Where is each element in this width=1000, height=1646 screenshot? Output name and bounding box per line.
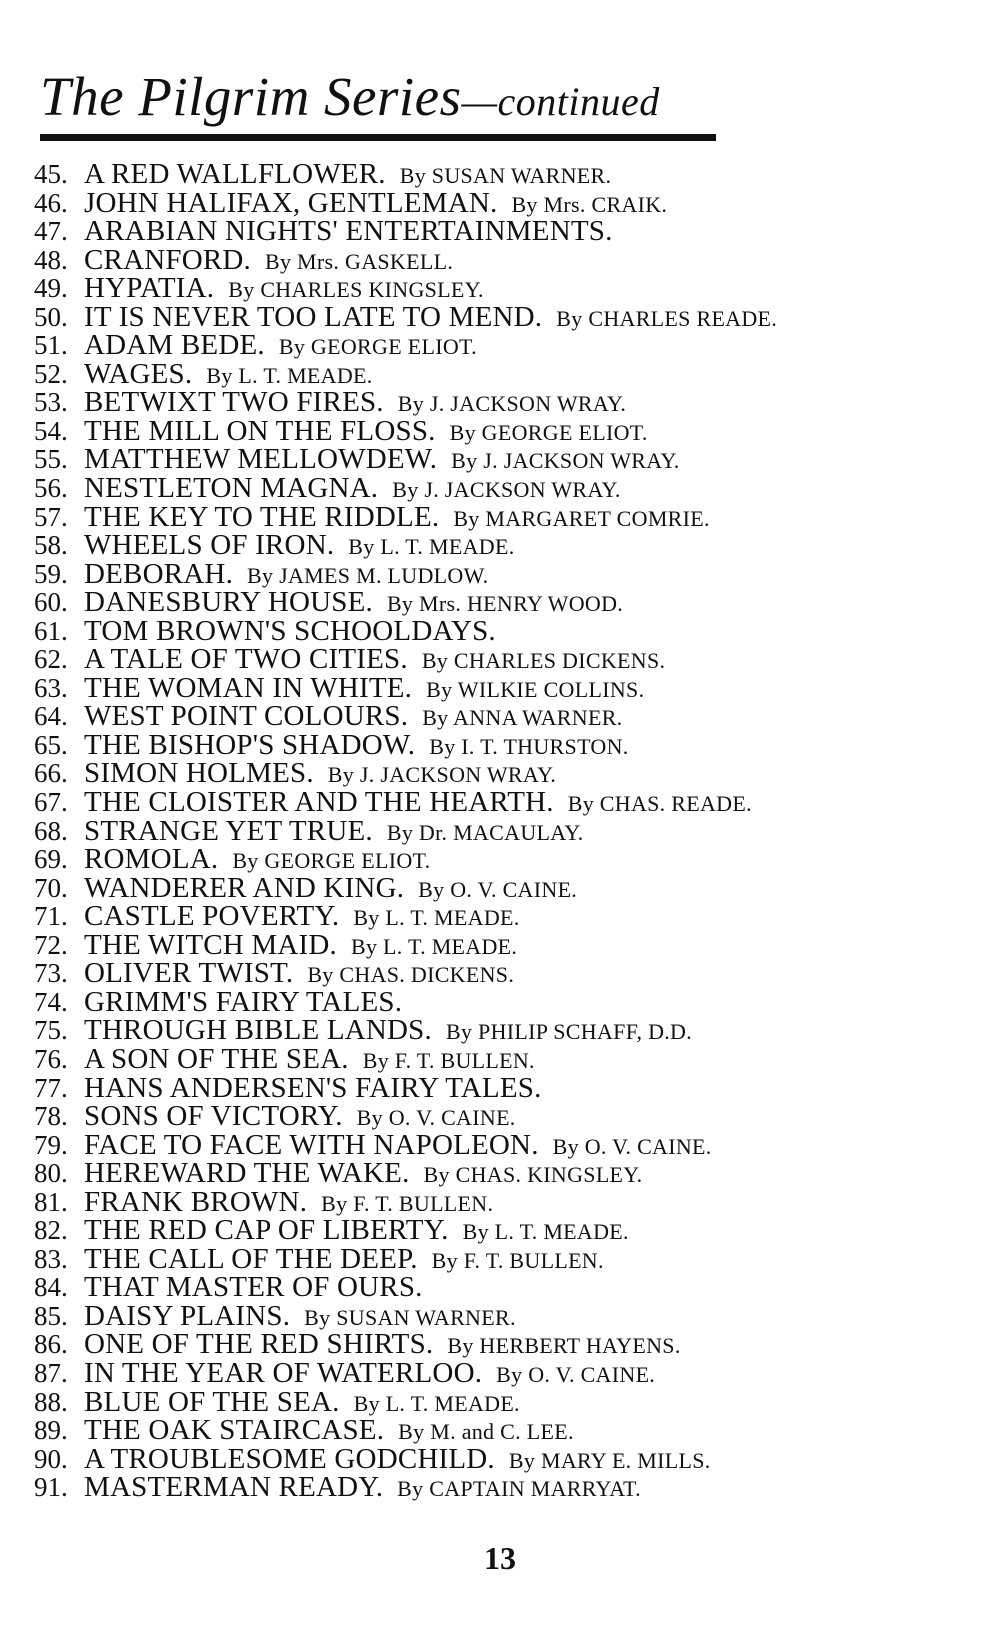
entry-number: 85.: [34, 1300, 68, 1331]
list-item: [34, 1473, 994, 1502]
entry-number: 89.: [34, 1415, 68, 1446]
entry-number: 70.: [34, 872, 68, 903]
book-author: By MARY E. MILLS.: [508, 1447, 711, 1473]
list-item: [34, 814, 994, 847]
book-title: DAISY PLAINS.: [84, 1299, 291, 1332]
list-item: [34, 186, 994, 219]
book-title: NESTLETON MAGNA.: [84, 472, 379, 505]
entry-number: 77.: [34, 1072, 68, 1103]
book-title: BLUE OF THE SEA.: [84, 1385, 340, 1418]
book-title: THE WOMAN IN WHITE.: [84, 671, 413, 704]
list-item: [34, 959, 994, 988]
list-item: [34, 1299, 994, 1332]
entry-number: 84.: [34, 1272, 68, 1303]
entry-number: 74.: [34, 986, 68, 1017]
book-author: By L. T. MEADE.: [462, 1219, 629, 1245]
page-number: 13: [484, 1540, 516, 1576]
book-author: By I. T. THURSTON.: [429, 733, 629, 759]
entry-number: 86.: [34, 1329, 68, 1360]
list-item: [34, 474, 994, 503]
book-title: THE KEY TO THE RIDDLE.: [84, 500, 440, 533]
entry-number: 47.: [34, 216, 68, 247]
list-item: [34, 1242, 994, 1275]
book-title: FACE TO FACE WITH NAPOLEON.: [84, 1128, 539, 1161]
list-item: [34, 702, 994, 731]
entry-number: 51.: [34, 330, 68, 361]
list-item: [34, 414, 994, 447]
list-item: [34, 1416, 994, 1445]
book-title: WANDERER AND KING.: [84, 871, 405, 904]
list-item: [34, 871, 994, 904]
book-author: By CAPTAIN MARRYAT.: [397, 1476, 641, 1502]
list-item: [34, 1128, 994, 1161]
entry-number: 91.: [34, 1472, 68, 1503]
book-title: DANESBURY HOUSE.: [84, 586, 373, 619]
book-author: By CHARLES KINGSLEY.: [228, 277, 484, 303]
book-author: By O. V. CAINE.: [552, 1133, 712, 1159]
list-item: [34, 1273, 994, 1302]
list-item: [34, 1071, 994, 1104]
book-author: By L. T. MEADE.: [348, 534, 515, 560]
list-item: [34, 1185, 994, 1218]
book-author: By J. JACKSON WRAY.: [392, 477, 621, 503]
book-title: HYPATIA.: [84, 272, 215, 305]
entry-number: 87.: [34, 1357, 68, 1388]
list-item: [34, 985, 994, 1018]
book-author: By ANNA WARNER.: [422, 705, 623, 731]
book-title: THE CLOISTER AND THE HEARTH.: [84, 786, 554, 819]
book-author: By Dr. MACAULAY.: [386, 819, 584, 845]
list-item: [34, 902, 994, 931]
list-item: [34, 1016, 994, 1045]
book-title: SIMON HOLMES.: [84, 757, 314, 790]
list-item: [34, 217, 994, 246]
book-title: ONE OF THE RED SHIRTS.: [84, 1328, 434, 1361]
book-author: By O. V. CAINE.: [496, 1361, 656, 1387]
book-title: THE RED CAP OF LIBERTY.: [84, 1214, 449, 1247]
book-title: THROUGH BIBLE LANDS.: [84, 1014, 432, 1047]
entry-number: 60.: [34, 587, 68, 618]
entry-number: 49.: [34, 273, 68, 304]
book-author: By MARGARET COMRIE.: [453, 505, 710, 531]
entry-number: 56.: [34, 473, 68, 504]
book-author: By Mrs. CRAIK.: [511, 191, 668, 217]
entry-number: 72.: [34, 929, 68, 960]
list-item: [34, 845, 994, 874]
book-title: ROMOLA.: [84, 843, 219, 876]
list-item: [34, 1330, 994, 1359]
book-title: FRANK BROWN.: [84, 1185, 308, 1218]
entry-number: 62.: [34, 644, 68, 675]
list-item: [34, 1042, 994, 1075]
list-item: [34, 445, 994, 474]
book-author: By O. V. CAINE.: [418, 876, 578, 902]
book-title: WHEELS OF IRON.: [84, 529, 335, 562]
list-item: [34, 1159, 994, 1188]
book-author: By PHILIP SCHAFF, D.D.: [445, 1019, 693, 1045]
entry-number: 52.: [34, 358, 68, 389]
book-title: HANS ANDERSEN'S FAIRY TALES.: [84, 1071, 542, 1104]
list-item: [34, 300, 994, 333]
book-author: By CHARLES READE.: [556, 305, 778, 331]
list-item: [34, 759, 994, 788]
book-title: A TROUBLESOME GODCHILD.: [84, 1442, 495, 1475]
book-title: THE MILL ON THE FLOSS.: [84, 414, 436, 447]
list-item: [34, 160, 994, 189]
book-author: By SUSAN WARNER.: [399, 163, 612, 188]
entry-number: 82.: [34, 1215, 68, 1246]
entry-number: 69.: [34, 844, 68, 875]
entry-number: 68.: [34, 815, 68, 846]
entry-number: 81.: [34, 1186, 68, 1217]
entry-number: 54.: [34, 415, 68, 446]
list-item: [34, 557, 994, 590]
list-item: [34, 243, 994, 276]
book-title: THE CALL OF THE DEEP.: [84, 1242, 418, 1275]
list-item: [34, 388, 994, 417]
list-item: [34, 614, 994, 647]
book-title: ARABIAN NIGHTS' ENTERTAINMENTS.: [84, 215, 613, 248]
entry-number: 58.: [34, 530, 68, 561]
entry-number: 57.: [34, 501, 68, 532]
list-item: [34, 671, 994, 704]
book-author: By CHAS. DICKENS.: [307, 962, 515, 988]
book-title: IN THE YEAR OF WATERLOO.: [84, 1356, 483, 1389]
entry-number: 75.: [34, 1015, 68, 1046]
book-author: By GEORGE ELIOT.: [278, 334, 477, 360]
book-title: IT IS NEVER TOO LATE TO MEND.: [84, 300, 543, 333]
list-item: [34, 531, 994, 560]
list-item: [34, 1102, 994, 1131]
book-author: By CHARLES DICKENS.: [421, 648, 666, 674]
list-item: [34, 728, 994, 761]
list-item: [34, 588, 994, 617]
title-rule: [40, 134, 716, 141]
book-author: By SUSAN WARNER.: [304, 1304, 516, 1330]
book-title: JOHN HALIFAX, GENTLEMAN.: [84, 186, 498, 219]
entry-number: 50.: [34, 301, 68, 332]
book-list: [34, 160, 994, 1502]
entry-number: 83.: [34, 1243, 68, 1274]
book-title: WEST POINT COLOURS.: [84, 700, 409, 733]
book-title: SONS OF VICTORY.: [84, 1100, 343, 1133]
book-author: By J. JACKSON WRAY.: [397, 391, 627, 417]
list-item: [34, 1385, 994, 1418]
list-item: [34, 645, 994, 674]
entry-number: 63.: [34, 672, 68, 703]
list-item: [34, 357, 994, 390]
entry-number: 78.: [34, 1101, 68, 1132]
entry-number: 65.: [34, 729, 68, 760]
entry-number: 71.: [34, 901, 68, 932]
book-title: STRANGE YET TRUE.: [84, 814, 373, 847]
book-author: By L. T. MEADE.: [206, 362, 373, 388]
list-item: [34, 1442, 994, 1475]
book-author: By CHAS. KINGSLEY.: [423, 1162, 643, 1188]
book-title: THE WITCH MAID.: [84, 928, 337, 961]
book-title: THE BISHOP'S SHADOW.: [84, 728, 416, 761]
entry-number: 67.: [34, 787, 68, 818]
book-author: By Mrs. GASKELL.: [264, 248, 454, 274]
book-author: By HERBERT HAYENS.: [447, 1333, 681, 1359]
list-item: [34, 331, 994, 360]
book-title: MATTHEW MELLOWDEW.: [84, 443, 438, 476]
entry-number: 88.: [34, 1386, 68, 1417]
list-item: [34, 788, 994, 817]
entry-number: 53.: [34, 387, 68, 418]
list-item: [34, 1216, 994, 1245]
book-title: WAGES.: [84, 357, 193, 390]
book-author: By Mrs. HENRY WOOD.: [386, 591, 624, 617]
book-author: By GEORGE ELIOT.: [232, 848, 431, 874]
book-title: THAT MASTER OF OURS.: [84, 1271, 423, 1304]
book-author: By L. T. MEADE.: [353, 1390, 520, 1416]
entry-number: 46.: [34, 187, 68, 218]
list-item: [34, 274, 994, 303]
book-author: By GEORGE ELIOT.: [449, 419, 648, 445]
entry-number: 48.: [34, 244, 68, 275]
book-title: A SON OF THE SEA.: [84, 1042, 349, 1075]
book-title: DEBORAH.: [84, 557, 234, 590]
book-title: TOM BROWN'S SCHOOLDAYS.: [84, 614, 496, 647]
series-title: The Pilgrim Series: [40, 66, 462, 127]
book-author: By L. T. MEADE.: [350, 933, 518, 959]
series-subtitle: —continued: [461, 79, 660, 124]
book-author: By M. and C. LEE.: [398, 1419, 574, 1445]
book-author: By F. T. BULLEN.: [321, 1190, 494, 1216]
list-item: [34, 1356, 994, 1389]
list-item: [34, 928, 994, 961]
entry-number: 80.: [34, 1158, 68, 1189]
entry-number: 45.: [34, 159, 68, 189]
book-title: CASTLE POVERTY.: [84, 900, 340, 933]
entry-number: 59.: [34, 558, 68, 589]
book-author: By CHAS. READE.: [567, 791, 752, 817]
book-title: MASTERMAN READY.: [84, 1471, 384, 1504]
entry-number: 76.: [34, 1043, 68, 1074]
book-author: By O. V. CAINE.: [356, 1105, 516, 1131]
book-title: HEREWARD THE WAKE.: [84, 1157, 410, 1190]
book-title: A RED WALLFLOWER.: [84, 158, 386, 190]
book-title: OLIVER TWIST.: [84, 957, 294, 990]
entry-number: 55.: [34, 444, 68, 475]
book-author: By F. T. BULLEN.: [431, 1247, 604, 1273]
book-author: By J. JACKSON WRAY.: [327, 762, 557, 788]
book-author: By L. T. MEADE.: [353, 905, 520, 931]
book-author: By F. T. BULLEN.: [362, 1047, 535, 1073]
entry-number: 90.: [34, 1443, 68, 1474]
book-title: ADAM BEDE.: [84, 329, 265, 362]
book-author: By WILKIE COLLINS.: [426, 676, 645, 702]
list-item: [34, 500, 994, 533]
entry-number: 64.: [34, 701, 68, 732]
page-title: [40, 62, 660, 137]
entry-number: 66.: [34, 758, 68, 789]
book-title: GRIMM'S FAIRY TALES.: [84, 985, 403, 1018]
book-title: THE OAK STAIRCASE.: [84, 1414, 385, 1447]
entry-number: 61.: [34, 615, 68, 646]
entry-number: 79.: [34, 1129, 68, 1160]
book-title: A TALE OF TWO CITIES.: [84, 643, 408, 676]
book-title: CRANFORD.: [84, 243, 251, 276]
book-author: By JAMES M. LUDLOW.: [247, 562, 489, 588]
entry-number: 73.: [34, 958, 68, 989]
book-author: By J. JACKSON WRAY.: [451, 448, 680, 474]
book-title: BETWIXT TWO FIRES.: [84, 386, 384, 419]
